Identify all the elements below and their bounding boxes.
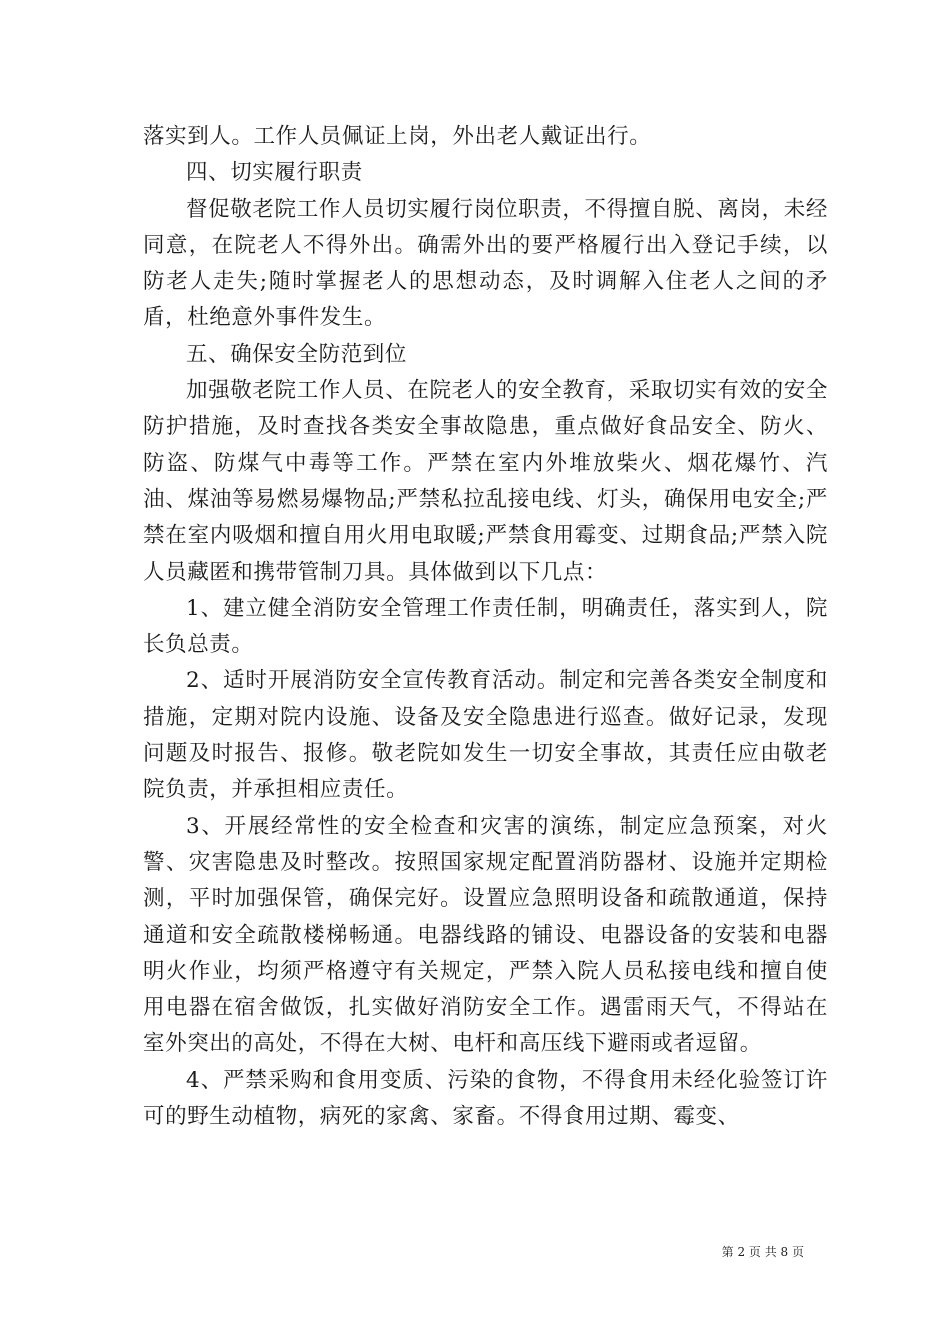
list-item-1: 1、建立健全消防安全管理工作责任制，明确责任，落实到人，院长负总责。 <box>143 595 828 658</box>
list-item-2: 2、适时开展消防安全宣传教育活动。制定和完善各类安全制度和措施，定期对院内设施、设备及安全隐患进行巡查。做好记录，发现问题及时报告、报修。敬老院如发生一切安全事故，其责任应由敬老院负责，并承担相应责任。 <box>143 668 828 803</box>
section-heading-5: 五、确保安全防范到位 <box>186 341 408 367</box>
paragraph-continuation: 落实到人。工作人员佩证上岗，外出老人戴证出行。 <box>143 124 652 149</box>
page-number-footer: 第 2 页 共 8 页 <box>721 1245 804 1259</box>
document-body <box>143 119 828 1135</box>
section-heading-4: 四、切实履行职责 <box>186 160 363 186</box>
list-item-4: 4、严禁采购和食用变质、污染的食物，不得食用未经化验签订许可的野生动植物，病死的家禽、家畜。不得食用过期、霉变、 <box>143 1067 828 1130</box>
list-item-3: 3、开展经常性的安全检查和灾害的演练，制定应急预案，对火警、灾害隐患及时整改。按照国家规定配置消防器材、设施并定期检测，平时加强保管，确保完好。设置应急照明设备和疏散通道，保持通道和安全疏散楼梯畅通。电器线路的铺设、电器设备的安装和电器明火作业，均须严格遵守有关规定，严禁入院人员私接电线和擅自使用电器在宿舍做饭，扎实做好消防安全工作。遇雷雨天气，不得站在室外突出的高处，不得在大树、电杆和高压线下避雨或者逗留。 <box>143 813 828 1057</box>
paragraph-safety-education: 加强敬老院工作人员、在院老人的安全教育，采取切实有效的安全防护措施，及时查找各类安全事故隐患，重点做好食品安全、防火、防盗、防煤气中毒等工作。严禁在室内外堆放柴火、烟花爆竹、汽油、煤油等易燃易爆物品;严禁私拉乱接电线、灯头，确保用电安全;严禁在室内吸烟和擅自用火用电取暖;严禁食用霉变、过期食品;严禁入院人员藏匿和携带管制刀具。具体做到以下几点： <box>143 378 828 585</box>
paragraph-duties: 督促敬老院工作人员切实履行岗位职责，不得擅自脱、离岗，未经同意，在院老人不得外出。确需外出的要严格履行出入登记手续，以防老人走失;随时掌握老人的思想动态，及时调解入住老人之间的矛盾，杜绝意外事件发生。 <box>143 196 828 331</box>
